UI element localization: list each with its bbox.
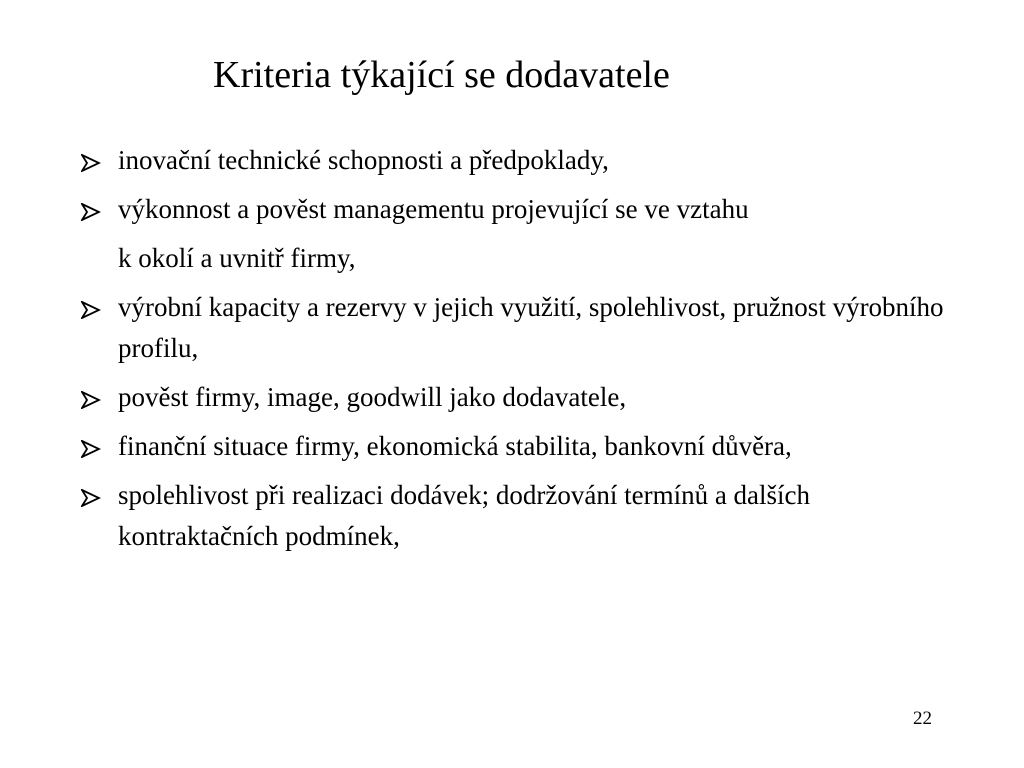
bullet-text: pověst firmy, image, goodwill jako dodavatele, (118, 382, 627, 412)
bullet-text: spolehlivost při realizaci dodávek; dodržování termínů a dalších kontraktačních podmínek, (118, 480, 811, 551)
page-number: 22 (913, 708, 932, 729)
bullet-item (80, 377, 960, 418)
bullet-continuation-text: k okolí a uvnitř firmy, (118, 243, 356, 273)
bullet-item (80, 475, 960, 557)
bullet-item (80, 189, 960, 279)
slide-title: Kriteria týkající se dodavatele (213, 54, 670, 96)
arrowhead-bullet-icon (81, 301, 101, 319)
bullet-item (80, 287, 960, 369)
arrowhead-bullet-icon (81, 203, 101, 221)
bullet-item (80, 426, 960, 467)
arrowhead-bullet-icon (81, 489, 101, 507)
bullet-text: inovační technické schopnosti a předpoklady, (118, 145, 609, 175)
bullet-item (80, 140, 960, 181)
arrowhead-bullet-icon (81, 391, 101, 409)
bullet-text: výrobní kapacity a rezervy v jejich využití, spolehlivost, pružnost výrobního profilu, (118, 292, 944, 363)
bullet-list (80, 140, 960, 565)
bullet-text: výkonnost a pověst managementu projevující se ve vztahu (118, 194, 749, 224)
bullet-text: finanční situace firmy, ekonomická stabilita, bankovní důvěra, (118, 431, 792, 461)
arrowhead-bullet-icon (81, 440, 101, 458)
arrowhead-bullet-icon (81, 154, 101, 172)
